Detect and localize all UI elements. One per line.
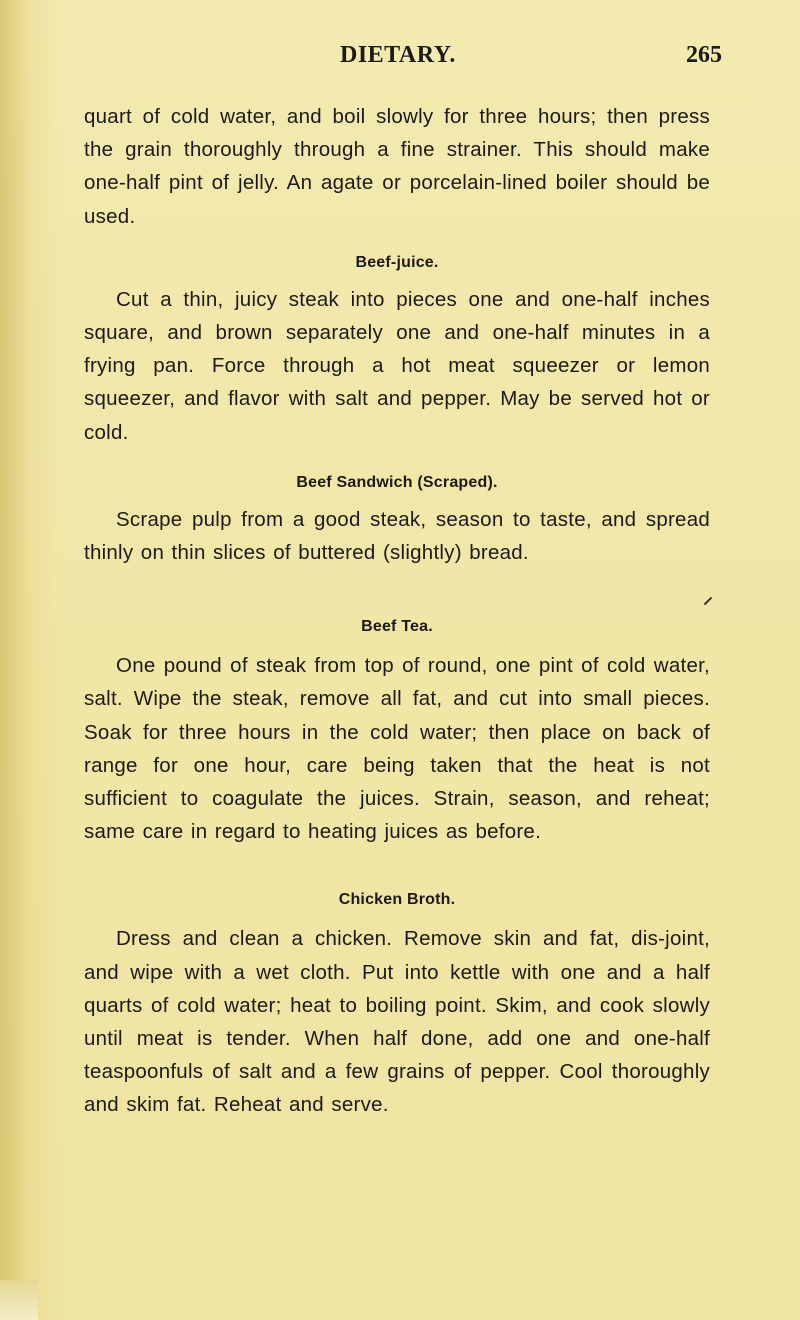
recipe-title-beef-tea: Beef Tea. <box>361 618 433 636</box>
page-edge-shadow <box>0 1280 38 1320</box>
page-body <box>84 100 710 1122</box>
recipe-text-beef-juice: Cut a thin, juicy steak into pieces one and one-half inches square, and brown separately one and one-half minutes in a frying pan. Force through a hot meat squeezer or lemon squeezer, and flavor with salt and pepper. May be served hot or cold. <box>84 287 710 444</box>
recipe-title-chicken-broth: Chicken Broth. <box>338 891 456 909</box>
recipe-text-chicken-broth: Dress and clean a chicken. Remove skin and fat, dis-joint, and wipe with a wet cloth. Put into kettle with one and a half quarts of cold water; heat to boiling point. Skim, and cook slowly until meat is tender. When half done, add one and one-half teaspoonfuls of salt and a few grains of pepper. Cool thoroughly and skim fat. Reheat and serve. <box>84 927 710 1117</box>
page-header <box>82 40 722 80</box>
recipe-text-beef-tea: One pound of steak from top of round, one pint of cold water, salt. Wipe the steak, remove all fat, and cut into small pieces. Soak for three hours in the cold water; then place on back of range for one hour, care being taken that the heat is not sufficient to coagulate the juices. Strain, season, and reheat; same care in regard to heating juices as before. <box>84 654 710 844</box>
page-number: 265 <box>686 42 722 68</box>
intro-paragraph: quart of cold water, and boil slowly for three hours; then press the grain thoroughly through a fine strainer. This should make one-half pint of jelly. An agate or porcelain-lined boiler should be used. <box>84 105 710 228</box>
recipe-title-beef-juice: Beef-juice. <box>355 253 439 271</box>
recipe-text-beef-sandwich: Scrape pulp from a good steak, season to taste, and spread thinly on thin slices of buttered (slightly) bread. <box>84 507 710 565</box>
recipe-title-beef-sandwich: Beef Sandwich (Scraped). <box>296 473 498 491</box>
running-head: DIETARY. <box>340 42 456 68</box>
